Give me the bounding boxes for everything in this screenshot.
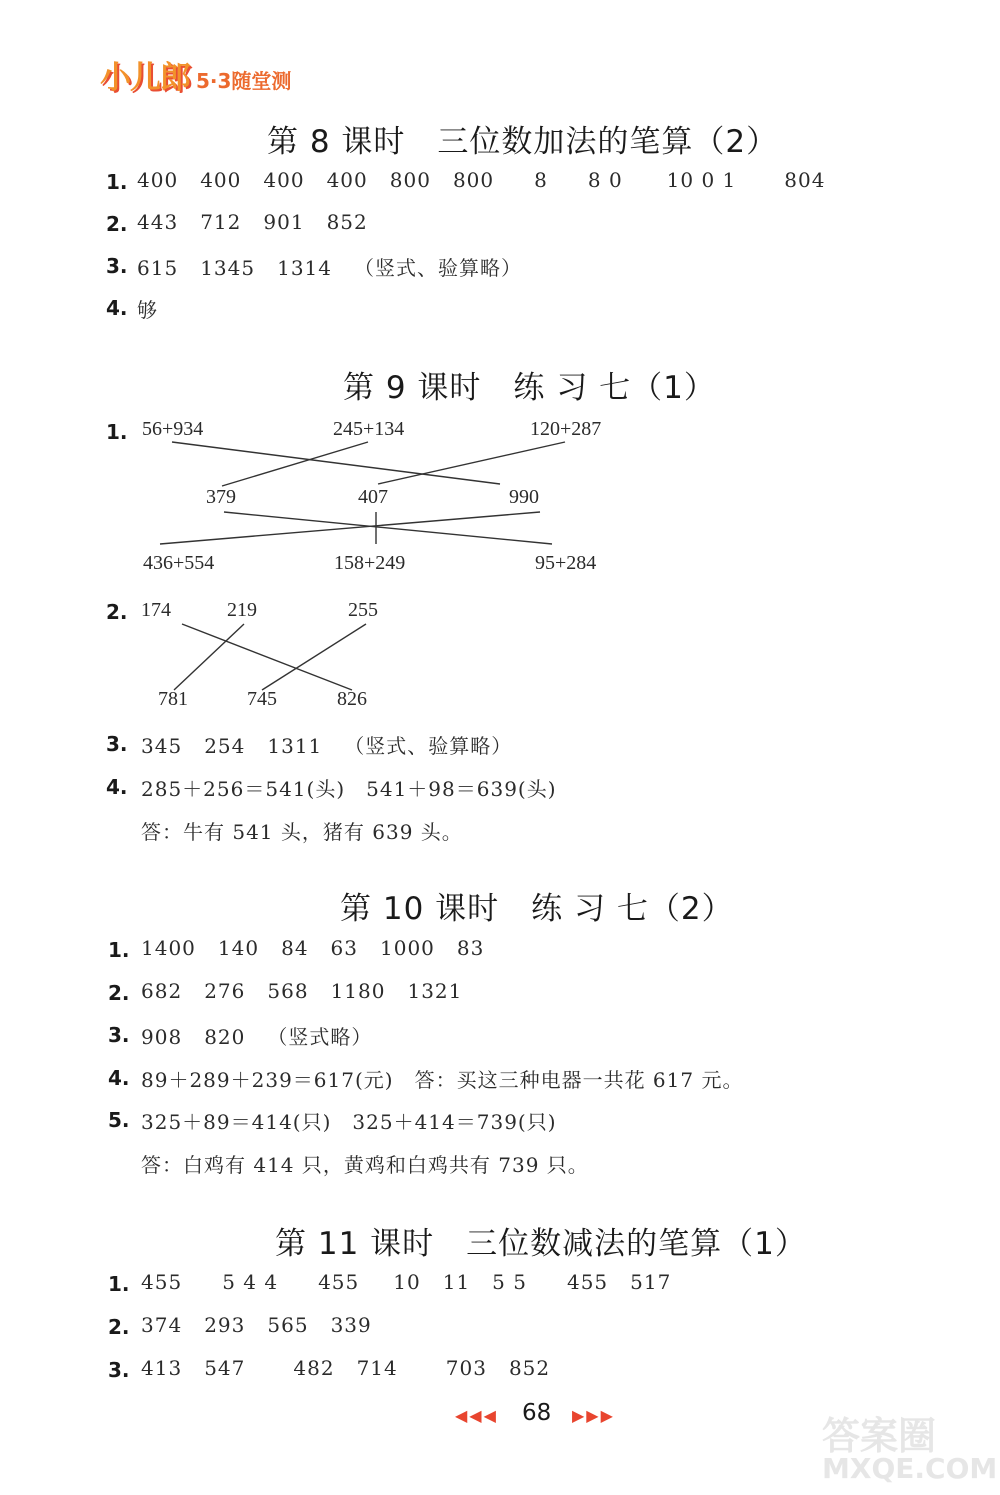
expression: 95+284 <box>535 552 597 574</box>
question-number: 1. <box>108 1272 130 1296</box>
answer: 400 <box>137 168 179 192</box>
question-number: 1. <box>106 170 128 194</box>
question-number: 3. <box>108 1358 130 1382</box>
equation-line: 89＋289＋239＝617(元) 答：买这三种电器一共花 617 元。 <box>141 1068 744 1092</box>
answer: 140 <box>217 936 260 960</box>
answer: 568 <box>267 979 309 1003</box>
answer-row-s10-q3 <box>141 1021 372 1050</box>
answer: 1321 <box>407 979 463 1003</box>
expression: 120+287 <box>530 418 602 440</box>
answer: 714 <box>356 1356 398 1380</box>
answer: 1345 <box>200 256 256 280</box>
answer-row-s11-q3 <box>141 1356 550 1380</box>
answer: 374 <box>141 1313 183 1337</box>
answer: 够 <box>137 298 158 322</box>
answer-row-s11-q1 <box>141 1270 671 1294</box>
answer: 547 <box>204 1356 246 1380</box>
answer: 413 <box>141 1356 183 1380</box>
answer: 703 <box>445 1356 487 1380</box>
answer: 293 <box>204 1313 246 1337</box>
answer: 820 <box>204 1025 246 1049</box>
answer: 908 <box>141 1025 183 1049</box>
question-number: 3. <box>106 732 128 756</box>
match-line <box>224 512 552 544</box>
answer-row-s11-q2 <box>141 1313 372 1337</box>
answer: 517 <box>630 1270 672 1294</box>
value: 745 <box>247 688 277 710</box>
question-number: 4. <box>108 1066 130 1090</box>
question-number: 3. <box>106 254 128 278</box>
logo-brand: 小儿郎 <box>100 60 190 96</box>
question-number: 2. <box>108 1315 130 1339</box>
answer: 254 <box>204 734 246 758</box>
answer: 682 <box>141 979 183 1003</box>
expression: 56+934 <box>142 418 204 440</box>
result-value: 407 <box>358 486 388 508</box>
answer: 800 <box>452 168 495 192</box>
answer-row-s9-q3 <box>141 730 512 759</box>
answer-row-s10-q1 <box>141 936 484 960</box>
answer: 804 <box>784 168 826 192</box>
logo-series: 5·3随堂测 <box>196 69 292 93</box>
answer: 482 <box>293 1356 335 1380</box>
watermark-title: 答案圈 <box>822 1414 937 1458</box>
answer: 1400 <box>141 936 196 960</box>
match-line <box>262 624 366 690</box>
answer: 5 4 4 <box>222 1270 279 1294</box>
expression: 436+554 <box>143 552 215 574</box>
answer: 10 0 1 <box>666 168 737 192</box>
answer: 84 <box>281 936 309 960</box>
value: 826 <box>337 688 367 710</box>
answer: 10 <box>393 1270 421 1294</box>
answer: 11 <box>442 1270 471 1294</box>
question-number: 3. <box>108 1023 130 1047</box>
question-number: 5. <box>108 1108 130 1132</box>
answer-sentence: 答：白鸡有 414 只，黄鸡和白鸡共有 739 只。 <box>141 1153 589 1177</box>
section-title-lesson-8: 第 8 课时 三位数加法的笔算（2） <box>267 124 779 160</box>
question-number: 1. <box>106 420 128 444</box>
answer: 852 <box>508 1356 551 1380</box>
answer: 455 <box>318 1270 360 1294</box>
match-line <box>160 512 540 544</box>
value: 174 <box>141 599 171 621</box>
answer: 455 <box>566 1270 609 1294</box>
answer: 1311 <box>267 734 323 758</box>
answer: 800 <box>389 168 431 192</box>
question-number: 2. <box>108 981 130 1005</box>
match-line <box>182 624 352 690</box>
question-number: 2. <box>106 212 128 236</box>
answer: 345 <box>141 734 183 758</box>
answer: 63 <box>330 936 358 960</box>
expression: 245+134 <box>333 418 405 440</box>
question-number: 4. <box>106 296 128 320</box>
answer-sentence: 答：牛有 541 头，猪有 639 头。 <box>141 820 463 844</box>
question-number: 1. <box>108 938 130 962</box>
match-line <box>378 442 565 484</box>
value: 255 <box>348 599 378 621</box>
equation-line: 285＋256＝541(头) 541＋98＝639(头) <box>141 777 557 801</box>
answer: 5 5 <box>492 1270 527 1294</box>
section-title-lesson-10: 第 10 课时 练 习 七（2） <box>340 891 734 927</box>
page-number: 68 <box>522 1400 552 1426</box>
answer: 1000 <box>380 936 435 960</box>
answer: 712 <box>200 210 242 234</box>
question-number: 4. <box>106 775 128 799</box>
section-title-lesson-11: 第 11 课时 三位数减法的笔算（1） <box>275 1226 807 1262</box>
answer-note: （竖式、验算略） <box>354 256 522 280</box>
answer: 615 <box>137 256 179 280</box>
answer: 8 <box>534 168 548 192</box>
answer: 852 <box>326 210 368 234</box>
next-arrows-icon: ▶▶▶ <box>572 1406 615 1425</box>
answer-note: （竖式、验算略） <box>344 734 513 758</box>
answer: 901 <box>263 210 305 234</box>
watermark-site: MXQE.COM <box>822 1452 998 1485</box>
prev-arrows-icon: ◀◀◀ <box>455 1406 498 1425</box>
answer-note: （竖式略） <box>267 1025 373 1049</box>
value: 781 <box>158 688 188 710</box>
answer-row-s10-q2 <box>141 979 462 1003</box>
result-value: 379 <box>206 486 236 508</box>
answer: 455 <box>141 1270 183 1294</box>
question-number: 2. <box>106 600 128 624</box>
answer: 565 <box>267 1313 309 1337</box>
value: 219 <box>227 599 257 621</box>
answer: 400 <box>263 168 305 192</box>
answer: 400 <box>200 168 242 192</box>
answer: 339 <box>330 1313 372 1337</box>
answer: 83 <box>456 936 485 960</box>
answer: 1180 <box>330 979 386 1003</box>
answer: 1314 <box>277 256 332 280</box>
result-value: 990 <box>509 486 539 508</box>
answer: 8 0 <box>587 168 623 192</box>
answer: 443 <box>137 210 179 234</box>
answer: 400 <box>326 168 368 192</box>
equation-line: 325＋89＝414(只) 325＋414＝739(只) <box>141 1110 557 1134</box>
expression: 158+249 <box>334 552 406 574</box>
match-line <box>172 442 500 484</box>
answer: 276 <box>204 979 246 1003</box>
section-title-lesson-9: 第 9 课时 练 习 七（1） <box>343 370 716 406</box>
